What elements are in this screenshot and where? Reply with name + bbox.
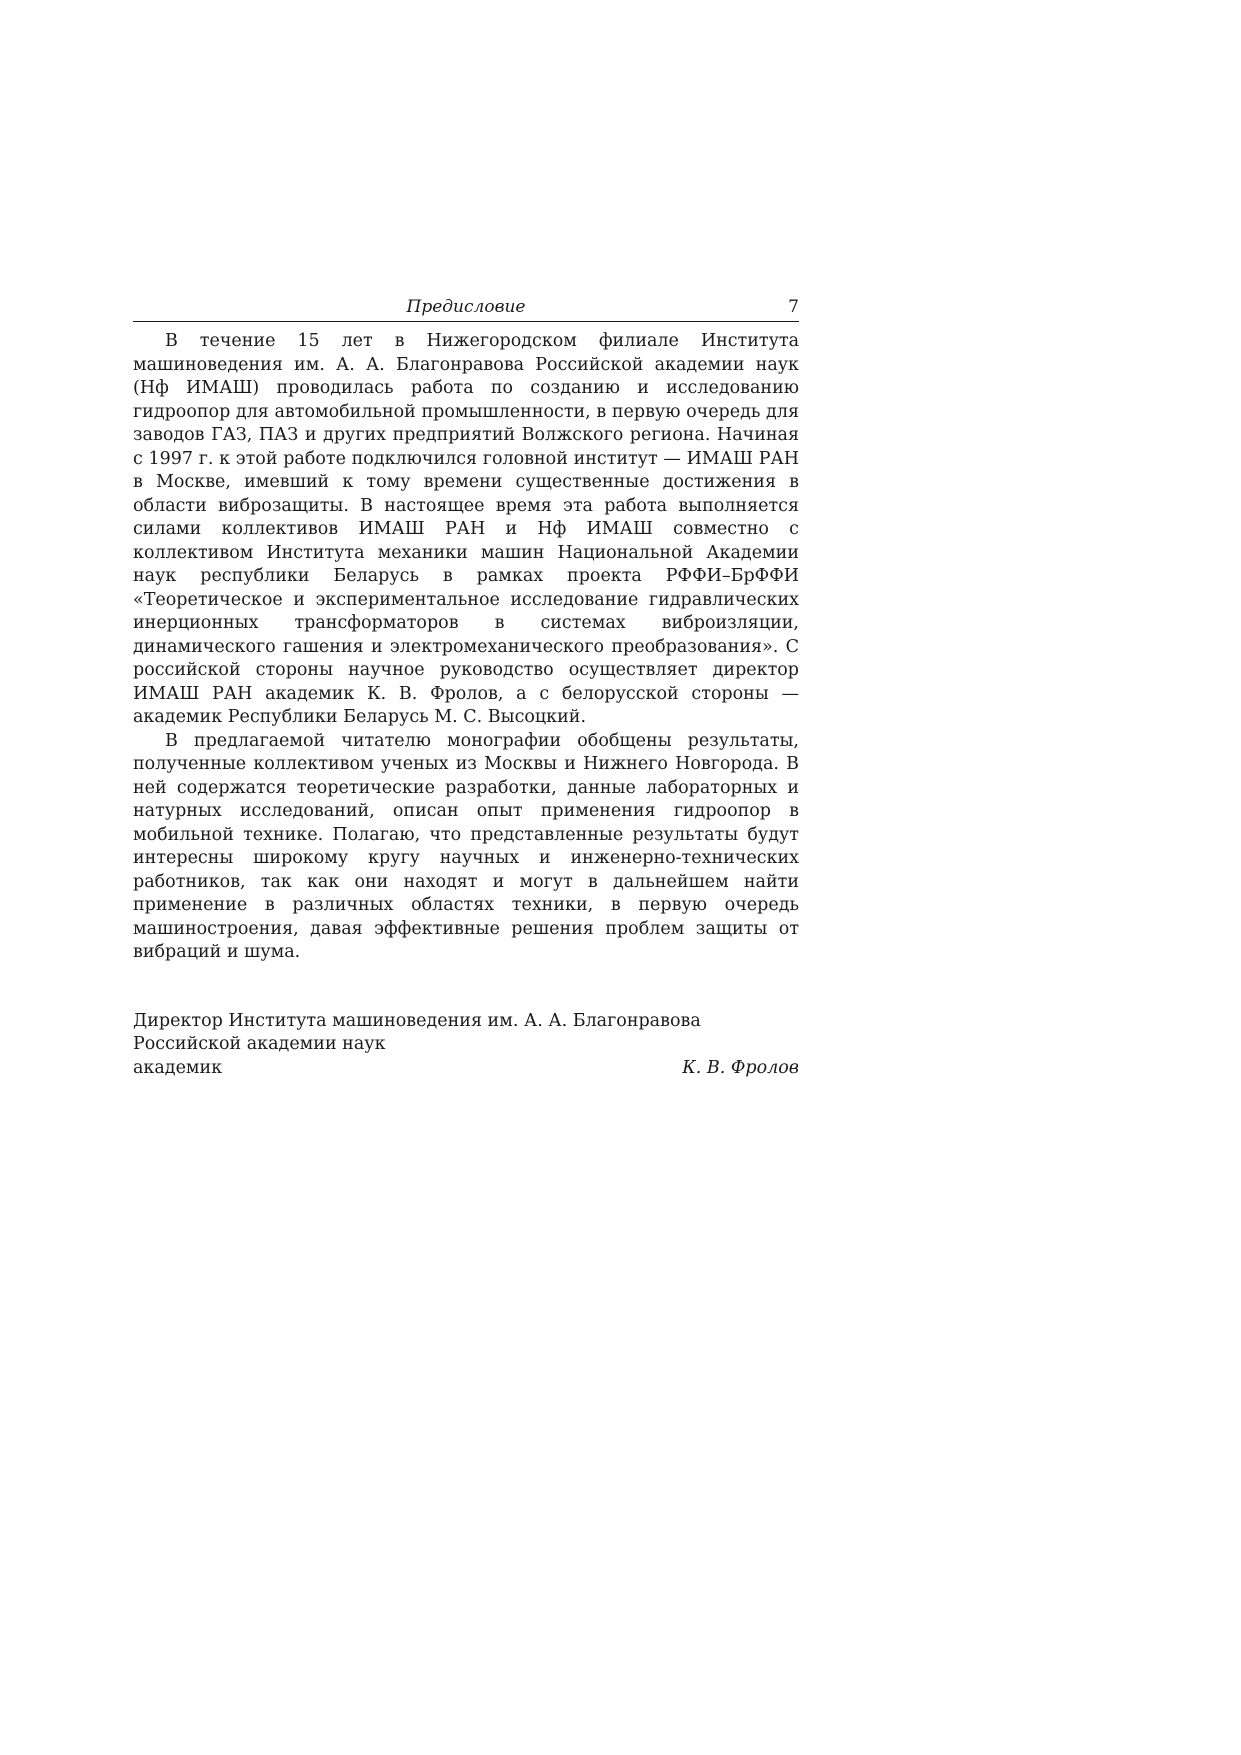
- signature-position: Директор Института машиноведения им. А. А. Благонравова: [133, 1010, 701, 1031]
- page-number: 7: [788, 297, 799, 317]
- signature-name: К. В. Фролов: [682, 1057, 799, 1078]
- paragraph: В течение 15 лет в Нижегородском филиале Института машиноведения им. А. А. Благонравова Российской академии наук (Нф ИМАШ) проводилась работа по созданию и исследованию гидроопор для автомобильной промышленности, в первую очередь для заводов ГАЗ, ПАЗ и других предприятий Волжского региона. Начиная с 1997 г. к этой работе подключился головной институт — ИМАШ РАН в Москве, имевший к тому времени существенные достижения в области виброзащиты. В настоящее время эта работа выполняется силами коллективов ИМАШ РАН и Нф ИМАШ совместно с коллективом Института механики машин Национальной Академии наук республики Беларусь в рамках проекта РФФИ–БрФФИ «Теоретическое и экспериментальное исследование гидравлических инерционных трансформаторов в системах виброизляции, динамического гашения и электромеханического преобразования». С российской стороны научное руководство осуществляет директор ИМАШ РАН академик К. В. Фролов, а с белорусской стороны — академик Республики Беларусь М. С. Высоцкий.: [133, 331, 799, 727]
- page: [133, 295, 799, 1080]
- running-title: Предисловие: [406, 297, 526, 317]
- signature-line: [133, 1057, 799, 1081]
- body-text: [133, 330, 799, 965]
- paragraph: В предлагаемой читателю монографии обобщены результаты, полученные коллективом ученых из Москвы и Нижнего Новгорода. В ней содержатся теоретические разработки, данные лабораторных и натурных исследований, описан опыт применения гидроопор в мобильной технике. Полагаю, что представленные результаты будут интересны широкому кругу научных и инженерно-технических работников, так как они находят и могут в дальнейшем найти применение в различных областях техники, в первую очередь машиностроения, давая эффективные решения проблем защиты от вибраций и шума.: [133, 730, 799, 962]
- signature-organization: Российской академии наук: [133, 1034, 386, 1054]
- signature-title: академик: [133, 1057, 223, 1078]
- signature-block: [133, 1010, 799, 1081]
- running-head: [133, 295, 799, 322]
